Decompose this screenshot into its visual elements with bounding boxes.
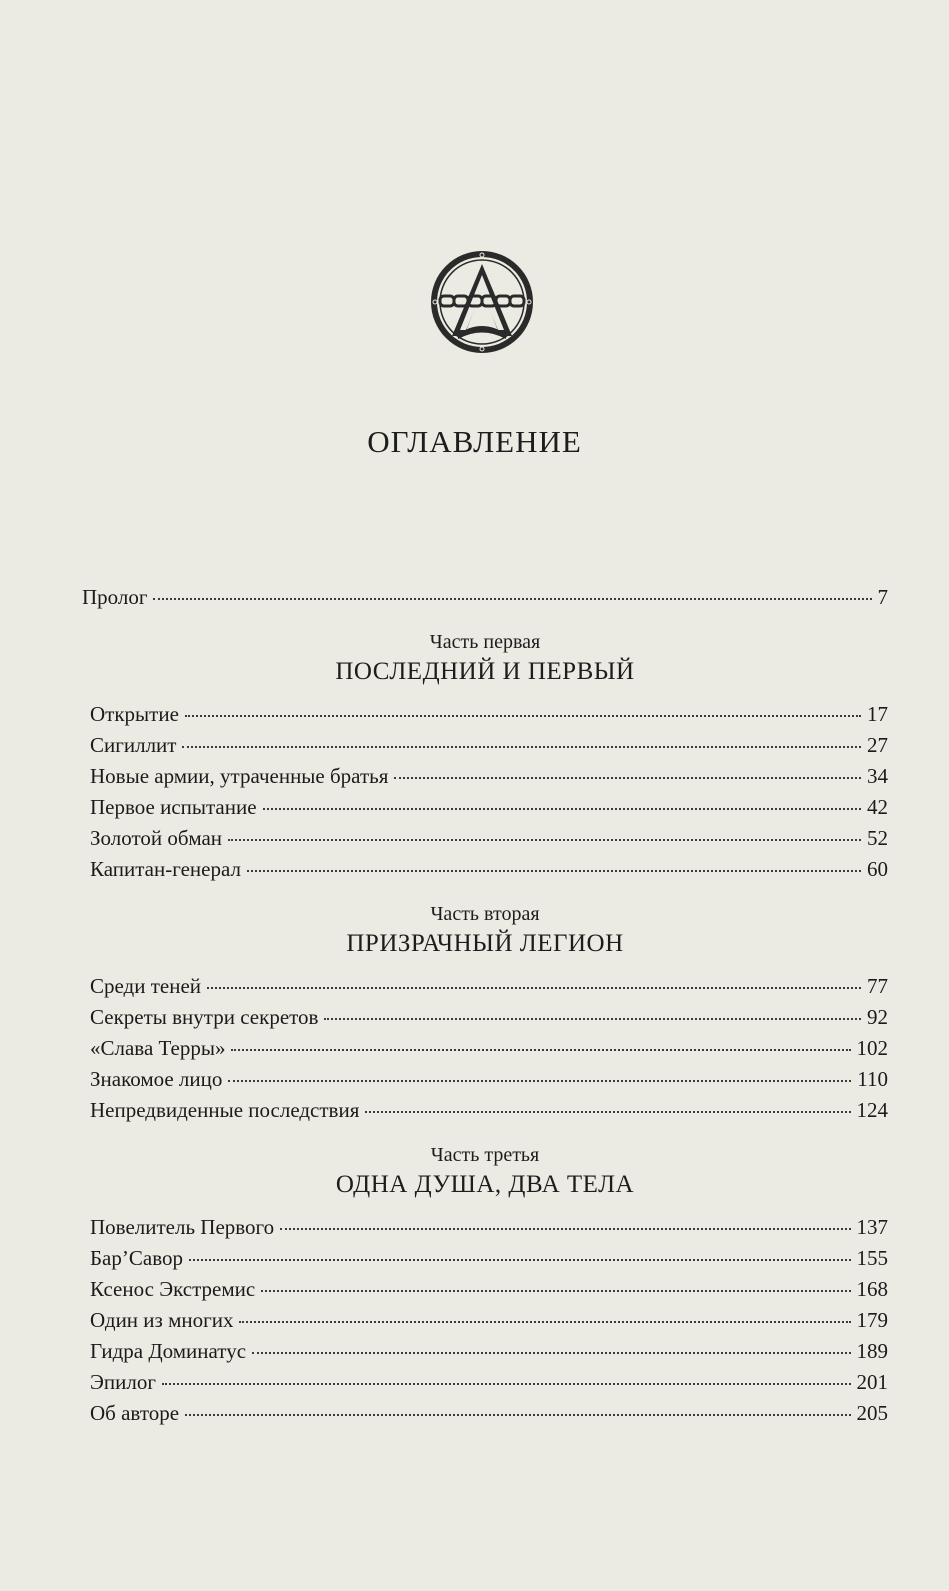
toc-entry xyxy=(82,971,888,1002)
toc-entry xyxy=(82,761,888,792)
dot-leader xyxy=(252,1350,850,1354)
entry-label: Ксенос Экстремис xyxy=(90,1277,256,1301)
dot-leader xyxy=(228,837,861,841)
toc-entry xyxy=(82,1033,888,1064)
entry-page-number: 102 xyxy=(856,1036,888,1060)
entry-page-number: 205 xyxy=(856,1401,888,1425)
entry-label: Бар’Савор xyxy=(90,1246,183,1270)
entry-page-number: 201 xyxy=(856,1370,888,1394)
toc-entry xyxy=(82,1095,888,1126)
entry-label: Об авторе xyxy=(90,1401,180,1425)
entry-page-number: 189 xyxy=(856,1339,888,1363)
entry-label: Пролог xyxy=(82,585,148,609)
part-subtitle: Часть третья xyxy=(430,1144,540,1166)
dot-leader xyxy=(263,806,861,810)
part-title: ПОСЛЕДНИЙ И ПЕРВЫЙ xyxy=(335,658,635,685)
entry-page-number: 42 xyxy=(867,795,888,819)
dot-leader xyxy=(261,1288,850,1292)
entry-label: Один из многих xyxy=(90,1308,234,1332)
toc-entry-prologue xyxy=(82,582,888,613)
entry-label: Среди теней xyxy=(90,974,202,998)
toc-title: ОГЛАВЛЕНИЕ xyxy=(367,424,582,459)
toc-entry xyxy=(82,1243,888,1274)
dot-leader xyxy=(185,713,861,717)
table-of-contents xyxy=(82,582,888,1429)
dot-leader xyxy=(182,744,861,748)
dot-leader xyxy=(247,868,861,872)
entry-page-number: 17 xyxy=(867,702,888,726)
dot-leader xyxy=(239,1319,850,1323)
entry-label: Непредвиденные последствия xyxy=(90,1098,360,1122)
entry-page-number: 124 xyxy=(856,1098,888,1122)
entry-page-number: 27 xyxy=(867,733,888,757)
entry-page-number: 179 xyxy=(856,1308,888,1332)
entry-page-number: 92 xyxy=(867,1005,888,1029)
entry-page-number: 77 xyxy=(867,974,888,998)
part-subtitle: Часть первая xyxy=(429,631,541,653)
entry-label: Сигиллит xyxy=(90,733,177,757)
toc-entry xyxy=(82,1274,888,1305)
entry-label: Первое испытание xyxy=(90,795,257,819)
entry-label: Новые армии, утраченные братья xyxy=(90,764,389,788)
toc-entry xyxy=(82,1398,888,1429)
toc-entry xyxy=(82,1336,888,1367)
dot-leader xyxy=(394,775,861,779)
entry-page-number: 137 xyxy=(856,1215,888,1239)
dot-leader xyxy=(324,1016,861,1020)
entry-page-number: 155 xyxy=(856,1246,888,1270)
entry-label: Эпилог xyxy=(90,1370,156,1394)
dot-leader xyxy=(228,1078,851,1082)
entry-label: Золотой обман xyxy=(90,826,223,850)
toc-entry xyxy=(82,854,888,885)
entry-label: Повелитель Первого xyxy=(90,1215,275,1239)
part-title: ПРИЗРАЧНЫЙ ЛЕГИОН xyxy=(346,930,624,957)
part-subtitle: Часть вторая xyxy=(430,903,540,925)
entry-label: Капитан-генерал xyxy=(90,857,241,881)
entry-page-number: 52 xyxy=(867,826,888,850)
toc-entry xyxy=(82,823,888,854)
toc-entry xyxy=(82,792,888,823)
entry-label: Гидра Доминатус xyxy=(90,1339,247,1363)
entry-page-number: 168 xyxy=(856,1277,888,1301)
legion-emblem-icon xyxy=(428,248,536,356)
entry-label: Секреты внутри секретов xyxy=(90,1005,319,1029)
dot-leader xyxy=(207,985,861,989)
entry-label: «Слава Терры» xyxy=(90,1036,226,1060)
entry-page-number: 7 xyxy=(877,585,888,609)
toc-entry xyxy=(82,699,888,730)
dot-leader xyxy=(231,1047,850,1051)
dot-leader xyxy=(153,596,871,600)
dot-leader xyxy=(365,1109,850,1113)
toc-entry xyxy=(82,1002,888,1033)
part-title: ОДНА ДУША, ДВА ТЕЛА xyxy=(335,1171,635,1198)
toc-entry xyxy=(82,1367,888,1398)
dot-leader xyxy=(189,1257,851,1261)
entry-page-number: 110 xyxy=(857,1067,888,1091)
toc-entry xyxy=(82,1064,888,1095)
entry-page-number: 34 xyxy=(867,764,888,788)
entry-page-number: 60 xyxy=(867,857,888,881)
entry-label: Знакомое лицо xyxy=(90,1067,223,1091)
toc-entry xyxy=(82,730,888,761)
toc-entry xyxy=(82,1305,888,1336)
dot-leader xyxy=(185,1412,850,1416)
dot-leader xyxy=(162,1381,851,1385)
entry-label: Открытие xyxy=(90,702,179,726)
toc-entry xyxy=(82,1212,888,1243)
dot-leader xyxy=(280,1226,850,1230)
